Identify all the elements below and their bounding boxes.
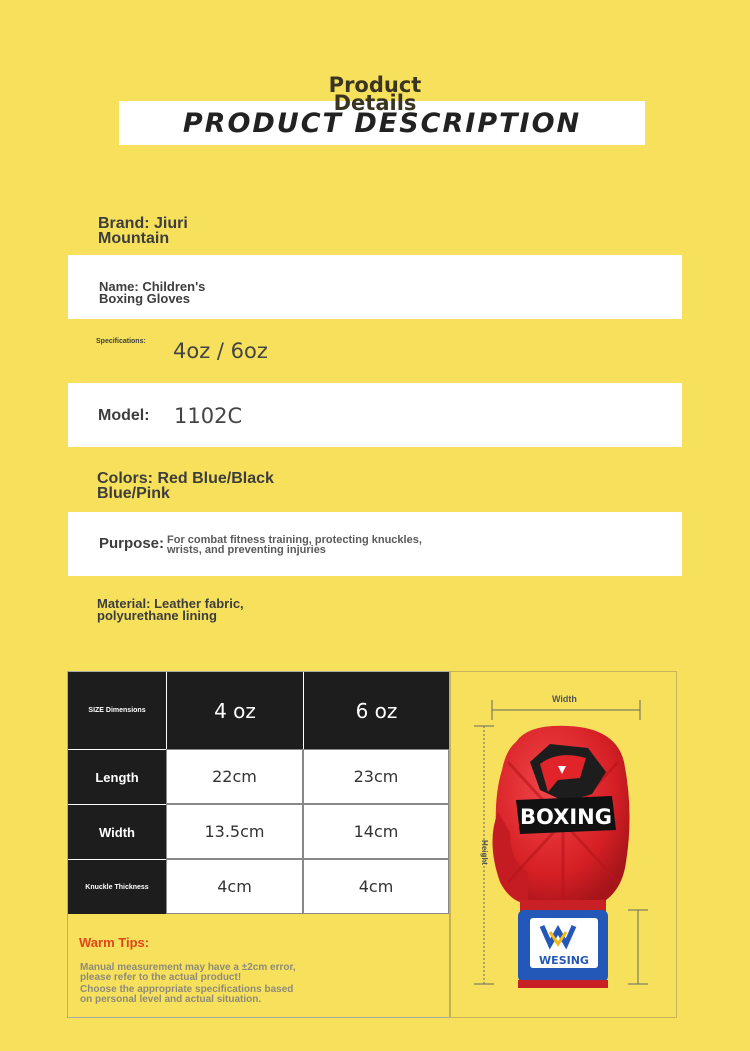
column-header-4oz: 4 oz (166, 672, 303, 749)
warm-tip-2: Choose the appropriate specifications based on personal level and actual situation. (80, 984, 294, 1005)
table-cell: 4cm (303, 859, 449, 914)
model-label: Model: (98, 407, 150, 424)
section-subtitle: Product Details (328, 73, 422, 115)
table-cell: 4cm (166, 859, 303, 914)
material-text: Material: Leather fabric, polyurethane lining (97, 596, 244, 624)
purpose-value: For combat fitness training, protecting knuckles, wrists, and preventing injuries (167, 534, 422, 557)
model-row (68, 383, 682, 447)
page-title: PRODUCT DESCRIPTION (182, 108, 582, 139)
table-cell: 13.5cm (166, 804, 303, 859)
boxing-text: BOXING (520, 805, 612, 829)
specifications-label: Specifications: (96, 338, 146, 345)
purpose-label: Purpose: (99, 535, 165, 552)
warm-tip-1: Manual measurement may have a ±2cm error, please refer to the actual product! (80, 962, 296, 983)
colors-text: Colors: Red Blue/Black Blue/Pink (97, 470, 274, 503)
column-header-6oz: 6 oz (303, 672, 449, 749)
table-cell: 22cm (166, 749, 303, 804)
warm-tips-title: Warm Tips: (79, 935, 150, 950)
brand-text: Brand: Jiuri Mountain (98, 215, 188, 248)
boxing-glove-image (488, 722, 638, 992)
height-label: Height (479, 840, 489, 865)
table-cell: 14cm (303, 804, 449, 859)
specifications-value: 4oz / 6oz (173, 339, 268, 363)
row-label-length: Length (68, 749, 166, 804)
row-label-width: Width (68, 804, 166, 859)
model-value: 1102C (174, 404, 243, 428)
table-cell: 23cm (303, 749, 449, 804)
size-header-label: SIZE Dimensions (68, 672, 166, 749)
name-text: Name: Children's Boxing Gloves (99, 279, 206, 307)
width-label: Width (552, 694, 577, 704)
width-dimension-line (490, 700, 650, 722)
row-label-knuckle-thickness: Knuckle Thickness (68, 859, 166, 914)
wesing-text: WESING (539, 954, 589, 967)
